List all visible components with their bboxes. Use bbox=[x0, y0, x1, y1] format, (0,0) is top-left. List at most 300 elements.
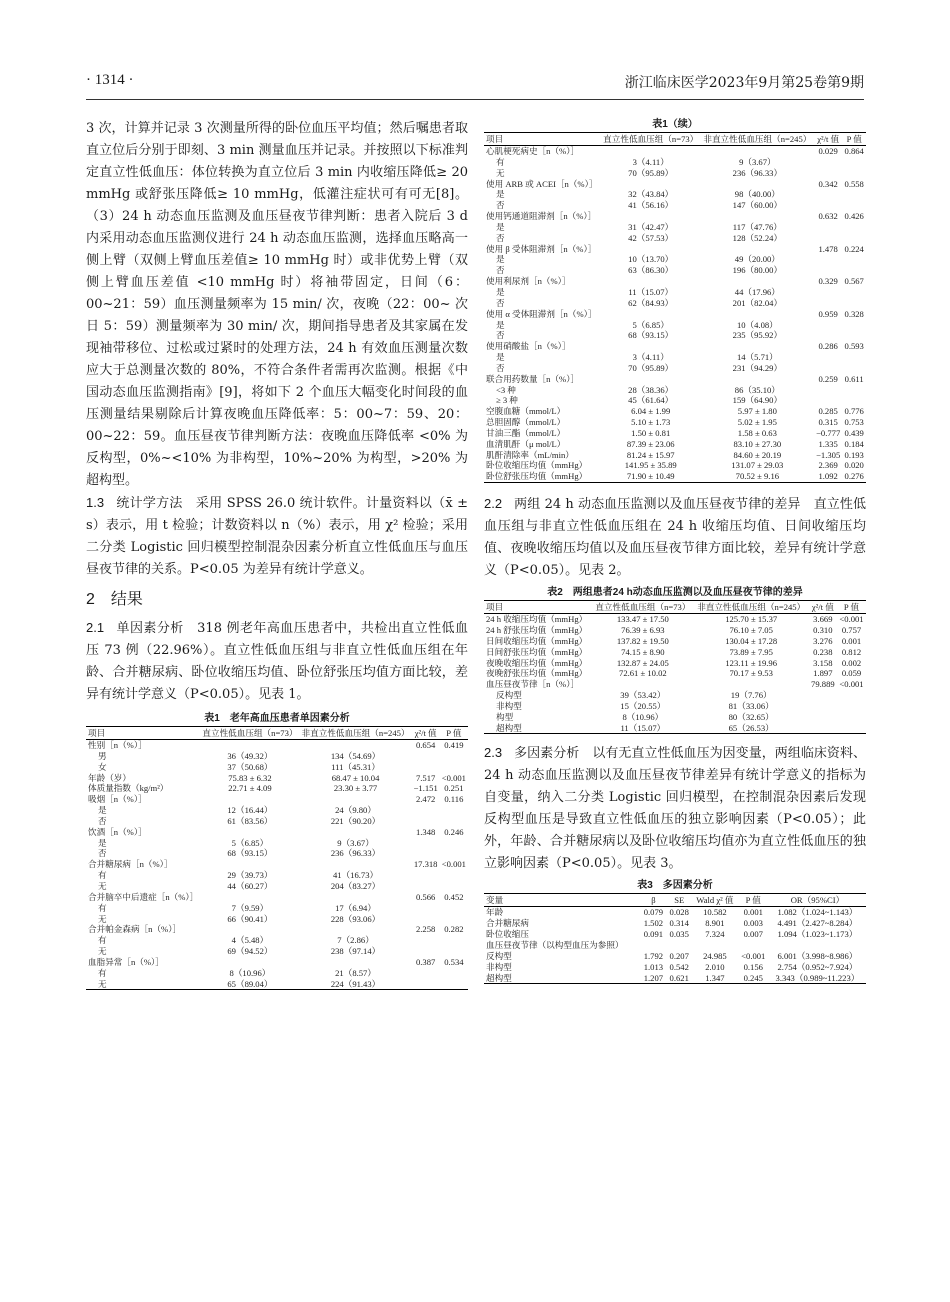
table-cell: 0.534 bbox=[444, 956, 464, 967]
table-cell: 79.889 bbox=[811, 679, 835, 690]
table-cell: 49（20.00） bbox=[734, 254, 780, 265]
table-cell: 0.452 bbox=[444, 891, 464, 902]
table-cell: 23.30 ± 3.77 bbox=[333, 783, 378, 794]
table-row bbox=[484, 157, 866, 168]
table-cell: 0.007 bbox=[743, 929, 763, 940]
header-rule bbox=[86, 99, 864, 100]
table-row bbox=[484, 385, 866, 396]
table-row bbox=[86, 968, 468, 979]
table-row bbox=[484, 330, 866, 341]
table-cell bbox=[440, 946, 468, 957]
table-cell: 0.035 bbox=[669, 929, 689, 940]
table-cell: 夜晚舒张压均值（mmHg） bbox=[486, 668, 588, 679]
table-cell: 0.310 bbox=[813, 625, 833, 635]
table-row bbox=[484, 352, 866, 363]
table-cell: 是 bbox=[496, 286, 505, 297]
table-cell: 0.245 bbox=[738, 973, 769, 984]
table-cell: 0.632 bbox=[818, 211, 838, 222]
table-cell bbox=[412, 881, 440, 892]
table-cell: 0.193 bbox=[844, 449, 864, 460]
table-cell bbox=[440, 816, 468, 827]
table-cell: 73.89 ± 7.95 bbox=[729, 646, 773, 657]
table-cell: 0.156 bbox=[743, 961, 763, 972]
table3-col-header: 变量 bbox=[484, 894, 641, 907]
table-cell: 有 bbox=[496, 156, 505, 167]
table-cell bbox=[412, 816, 440, 827]
table-cell: 0.757 bbox=[841, 625, 862, 635]
table-row bbox=[484, 189, 866, 200]
table-cell: <0.001 bbox=[741, 950, 766, 961]
table-cell: 87.39 ± 23.06 bbox=[626, 438, 675, 449]
table-cell: 3.343（0.989~11.223） bbox=[769, 973, 866, 984]
table-cell: 使用 β 受体阻滞剂［n（%）］ bbox=[486, 243, 597, 254]
table-cell: 使用利尿剂［n（%）］ bbox=[486, 276, 571, 287]
table-cell: 68（93.15） bbox=[227, 848, 273, 859]
table-cell: 性别［n（%）］ bbox=[88, 740, 147, 750]
table-cell: 224（91.43） bbox=[300, 979, 412, 990]
table-cell: 8（10.96） bbox=[622, 711, 664, 722]
section-text: 单因素分析 318 例老年高血压患者中，共检出直立性低血压 73 例（22.96%）。直立性低血压组与非直立性低血压组在年龄、合并糖尿病、卧位收缩压均值、卧位舒张压均值方面比较，差异有统计学意义（P<0.05）。见表 1。 bbox=[86, 621, 468, 702]
table-cell: 0.286 bbox=[818, 341, 838, 352]
table-cell: 72.61 ± 10.02 bbox=[619, 668, 667, 679]
table-cell bbox=[837, 701, 866, 712]
table-cell bbox=[842, 222, 866, 233]
table-cell: 117（47.76） bbox=[732, 221, 782, 232]
table-cell: 0.314 bbox=[669, 918, 689, 929]
table-cell bbox=[412, 946, 440, 957]
table3-block bbox=[484, 879, 866, 984]
table-cell: 6.001（3.998~8.986） bbox=[777, 950, 858, 961]
table-row bbox=[86, 903, 468, 914]
table-cell: ≥ 3 种 bbox=[496, 395, 518, 406]
table1-body bbox=[86, 740, 468, 990]
table-cell: 有 bbox=[98, 967, 107, 978]
table-row bbox=[86, 979, 468, 990]
section-number: 2.3 bbox=[484, 745, 503, 761]
table-cell: 0.059 bbox=[841, 668, 862, 679]
table-cell: 0.238 bbox=[813, 646, 833, 657]
table-cell: 68.47 ± 10.04 bbox=[331, 772, 380, 783]
table-cell bbox=[412, 935, 440, 946]
table-cell: 231（94.29） bbox=[732, 362, 783, 373]
table-cell: 0.251 bbox=[444, 783, 464, 794]
table-row bbox=[86, 783, 468, 794]
table-cell: 98（40.00） bbox=[734, 189, 780, 200]
table-cell: 0.426 bbox=[844, 211, 864, 222]
table-cell: 204（83.27） bbox=[330, 880, 381, 891]
table-cell bbox=[842, 363, 866, 374]
table-row bbox=[86, 827, 468, 838]
table-cell: 70（95.89） bbox=[628, 167, 674, 178]
table-cell: 0.002 bbox=[841, 657, 862, 668]
table-cell bbox=[200, 924, 299, 935]
table-cell: 否 bbox=[496, 297, 505, 308]
table-cell: 使用 ARB 或 ACEI［n（%）］ bbox=[486, 178, 598, 189]
table-cell: 137.82 ± 19.50 bbox=[616, 635, 669, 646]
table1c-col-header: 非直立性低血压组（n=245） bbox=[701, 133, 814, 146]
table2-body bbox=[484, 614, 866, 734]
table-cell: 年龄 bbox=[486, 907, 504, 918]
table-cell bbox=[200, 957, 299, 968]
table-cell: 3（4.11） bbox=[632, 352, 669, 363]
table-cell: 0.419 bbox=[444, 740, 464, 750]
table-cell bbox=[440, 805, 468, 816]
table-cell: 0.621 bbox=[666, 973, 692, 984]
table-cell: 5（6.85） bbox=[231, 837, 269, 848]
paragraph-24h bbox=[484, 493, 866, 582]
table-cell: 是 bbox=[98, 805, 107, 816]
table-cell: 236（96.33） bbox=[330, 848, 381, 859]
table3-col-header: Wald χ² 值 bbox=[692, 894, 738, 907]
table-cell: 0.776 bbox=[844, 406, 864, 417]
table-cell: 2.472 bbox=[415, 794, 436, 805]
table-cell bbox=[814, 385, 842, 396]
paragraph-multivariate bbox=[484, 742, 866, 875]
table-cell: 6.04 ± 1.99 bbox=[631, 406, 671, 417]
table-cell: 74.15 ± 8.90 bbox=[621, 646, 665, 657]
table-cell bbox=[814, 157, 842, 168]
table-row bbox=[86, 751, 468, 762]
table-row bbox=[86, 762, 468, 773]
table-cell bbox=[592, 679, 694, 690]
table-cell: 0.079 bbox=[643, 907, 664, 918]
table-cell bbox=[694, 679, 809, 690]
table-cell: 卧位舒张压均值（mmHg） bbox=[484, 471, 601, 482]
table-cell: 否 bbox=[98, 848, 107, 859]
table-row bbox=[86, 881, 468, 892]
table-cell: 0.387 bbox=[415, 956, 436, 967]
table-cell: 31（42.47） bbox=[628, 221, 674, 232]
table-cell: 14（5.71） bbox=[736, 352, 778, 363]
table-cell: 70.52 ± 9.16 bbox=[701, 471, 814, 482]
table-cell: 肌酐清除率（mL/min） bbox=[486, 449, 574, 460]
table-row bbox=[484, 907, 866, 918]
table-cell bbox=[440, 903, 468, 914]
table-row bbox=[484, 625, 866, 636]
table1c-col-header: 项目 bbox=[484, 133, 601, 146]
table-cell: 84.60 ± 20.19 bbox=[733, 449, 782, 460]
table-cell: 体质量指数（kg/m²） bbox=[88, 783, 169, 794]
table-cell bbox=[814, 200, 842, 211]
table1-col-header: 非直立性低血压组（n=245） bbox=[300, 727, 412, 740]
table-cell: 29（39.73） bbox=[227, 870, 273, 881]
table-cell: 是 bbox=[496, 319, 505, 330]
table-cell bbox=[701, 341, 814, 352]
section-number: 2.1 bbox=[86, 620, 105, 635]
table-cell: 41（56.16） bbox=[628, 200, 674, 211]
table-cell bbox=[412, 914, 440, 925]
table-cell bbox=[842, 189, 866, 200]
table-cell bbox=[842, 233, 866, 244]
table2-col-header: 非直立性低血压组（n=245） bbox=[694, 601, 809, 614]
table-cell: 使用 α 受体阻滞剂［n（%）］ bbox=[486, 308, 597, 319]
table-cell: 是 bbox=[496, 221, 505, 232]
table-cell bbox=[814, 222, 842, 233]
table-row bbox=[484, 363, 866, 374]
page-number: · 1314 · bbox=[86, 72, 134, 88]
table-cell bbox=[440, 870, 468, 881]
table-cell: 非构型 bbox=[486, 961, 512, 972]
table-cell bbox=[809, 701, 837, 712]
table-cell: 0.276 bbox=[842, 471, 866, 482]
left-column bbox=[86, 118, 468, 990]
table-cell: 1.348 bbox=[415, 826, 436, 837]
table-row bbox=[86, 924, 468, 935]
table-cell bbox=[412, 979, 440, 990]
table-cell bbox=[601, 244, 701, 255]
section-text: 统计学方法 采用 SPSS 26.0 统计软件。计量资料以（x̄ ± s）表示，用 t 检验；计数资料以 n（%）表示，用 χ² 检验；采用二分类 Logistic 回归模型控制混杂因素分析直立性低血压与血压昼夜节律的关系。P<0.05 为差异有统计学意义。 bbox=[86, 496, 468, 577]
table-cell: 1.897 bbox=[813, 668, 833, 679]
table-cell: 159（64.90） bbox=[732, 395, 783, 406]
table1-col-header: 项目 bbox=[86, 727, 200, 740]
table-cell: 7（2.86） bbox=[337, 935, 374, 946]
table-cell: 1.094（1.023~1.173） bbox=[777, 929, 858, 940]
table-cell: 有 bbox=[98, 902, 107, 913]
table-cell: 血压昼夜节律（以构型血压为参照） bbox=[486, 939, 624, 950]
table-cell: 15（20.55） bbox=[620, 700, 666, 711]
table-cell: 62（84.93） bbox=[628, 297, 674, 308]
table-cell bbox=[701, 211, 814, 222]
table-cell bbox=[701, 276, 814, 287]
table-cell: 1.092 bbox=[814, 471, 842, 482]
table-row bbox=[484, 636, 866, 647]
table2-col-header: 直立性低血压组（n=73） bbox=[592, 601, 694, 614]
table-cell: 0.001 bbox=[743, 907, 763, 918]
table-cell bbox=[440, 762, 468, 773]
table1c-body bbox=[484, 146, 866, 483]
table-cell: 22.71 ± 4.09 bbox=[228, 783, 272, 794]
table-row bbox=[484, 723, 866, 734]
table-cell: 超构型 bbox=[484, 973, 641, 984]
table-row bbox=[484, 406, 866, 417]
table-cell: 0.439 bbox=[844, 427, 864, 438]
table-row bbox=[484, 973, 866, 984]
right-column bbox=[484, 118, 866, 984]
table-cell bbox=[666, 940, 692, 951]
table-cell bbox=[814, 189, 842, 200]
table-cell: 合并帕金森病［n（%）］ bbox=[88, 924, 182, 935]
table1-col-header: χ²/t 值 bbox=[412, 727, 440, 740]
table-row bbox=[86, 935, 468, 946]
table-row bbox=[86, 848, 468, 859]
table1c-block bbox=[484, 118, 866, 483]
table-cell: 超构型 bbox=[484, 723, 592, 734]
table-row bbox=[86, 816, 468, 827]
table-cell: 132.87 ± 24.05 bbox=[616, 657, 669, 668]
table-cell: 133.47 ± 17.50 bbox=[616, 614, 669, 625]
table2-block bbox=[484, 586, 866, 734]
table-cell: 使用硝酸盐［n（%）］ bbox=[486, 341, 571, 352]
table-cell: 0.342 bbox=[818, 178, 838, 189]
table-cell: 0.282 bbox=[444, 924, 464, 935]
table-cell: 17.318 bbox=[413, 859, 438, 870]
table-cell: 饮酒［n（%）］ bbox=[88, 826, 147, 837]
table-row bbox=[484, 647, 866, 658]
table-row bbox=[484, 309, 866, 320]
table-cell bbox=[692, 940, 738, 951]
table-cell: 111（45.31） bbox=[331, 761, 380, 772]
table-cell bbox=[842, 352, 866, 363]
table-cell: 无 bbox=[86, 979, 200, 990]
table-row bbox=[86, 794, 468, 805]
table-cell: 卧位收缩压 bbox=[486, 929, 529, 940]
table-cell bbox=[412, 751, 440, 762]
table-cell: 69（94.52） bbox=[227, 946, 273, 957]
table1-block bbox=[86, 712, 468, 990]
table-cell: 0.207 bbox=[669, 950, 689, 961]
table-cell bbox=[200, 827, 299, 838]
table-cell: 血清肌酐（μ mol/L） bbox=[486, 438, 566, 449]
table-cell bbox=[701, 244, 814, 255]
table-cell: 0.028 bbox=[669, 907, 689, 918]
table-cell: 28（38.36） bbox=[628, 384, 674, 395]
table-cell: 1.013 bbox=[643, 961, 664, 972]
table-cell bbox=[200, 892, 299, 903]
table-cell: 125.70 ± 15.37 bbox=[725, 614, 778, 625]
table-row bbox=[484, 320, 866, 331]
table-row bbox=[86, 946, 468, 957]
table-cell: 130.04 ± 17.28 bbox=[725, 635, 778, 646]
table-cell bbox=[440, 838, 468, 849]
table-row bbox=[484, 712, 866, 723]
table-cell bbox=[412, 968, 440, 979]
table-row bbox=[86, 859, 468, 870]
table-cell bbox=[769, 940, 866, 951]
table-row bbox=[484, 341, 866, 352]
table-cell: 0.593 bbox=[844, 341, 864, 352]
table-cell: 1.335 bbox=[818, 438, 838, 449]
table-cell: 7.517 bbox=[415, 772, 436, 783]
table-cell: −1.305 bbox=[816, 449, 841, 460]
table1-header bbox=[86, 727, 468, 740]
table-cell: 血脂异常［n（%）］ bbox=[88, 956, 164, 967]
table-cell: 5（6.85） bbox=[632, 319, 669, 330]
table-cell: 女 bbox=[98, 761, 107, 772]
table-cell bbox=[200, 794, 299, 805]
table-row bbox=[484, 929, 866, 940]
table-cell: −1.151 bbox=[413, 783, 438, 794]
table-cell bbox=[842, 254, 866, 265]
table-cell: 19（7.76） bbox=[730, 690, 772, 701]
table-cell: 45（61.64） bbox=[628, 395, 674, 406]
table-row bbox=[484, 265, 866, 276]
table-cell: 0.224 bbox=[844, 243, 864, 254]
table3-col-header: β bbox=[641, 894, 667, 907]
table-row bbox=[484, 701, 866, 712]
table-row bbox=[484, 233, 866, 244]
table-cell: 75.83 ± 6.32 bbox=[228, 772, 272, 783]
table-cell: 9（3.67） bbox=[739, 156, 776, 167]
section-number: 1.3 bbox=[86, 495, 105, 510]
table-cell: 无 bbox=[496, 167, 505, 178]
table-row bbox=[484, 168, 866, 179]
table-cell: 11（15.07） bbox=[628, 286, 674, 297]
table-cell bbox=[814, 298, 842, 309]
table-cell: 2.258 bbox=[415, 924, 436, 935]
table1c bbox=[484, 132, 866, 483]
table-cell: 21（8.57） bbox=[335, 967, 376, 978]
table-cell: 0.020 bbox=[844, 460, 864, 471]
table-row bbox=[484, 222, 866, 233]
table-cell: 66（90.41） bbox=[227, 913, 273, 924]
table-row bbox=[484, 614, 866, 625]
section-number: 2.2 bbox=[484, 496, 503, 512]
table-cell: 0.029 bbox=[818, 146, 838, 156]
table-cell: 4.491（2.427~8.284） bbox=[777, 918, 858, 929]
table-row bbox=[484, 200, 866, 211]
table-cell: 76.10 ± 7.05 bbox=[729, 625, 773, 635]
table-cell: 否 bbox=[98, 815, 107, 826]
table-cell: 24.985 bbox=[703, 950, 727, 961]
table-cell: 是 bbox=[98, 837, 107, 848]
table-cell: 71.90 ± 10.49 bbox=[601, 471, 701, 482]
table-cell bbox=[601, 146, 701, 157]
table-row bbox=[86, 805, 468, 816]
table-cell: 86（35.10） bbox=[734, 384, 780, 395]
table3 bbox=[484, 893, 866, 984]
table-cell: 总胆固醇（mmol/L） bbox=[486, 417, 566, 428]
table-cell: 否 bbox=[496, 330, 505, 341]
table-cell bbox=[814, 352, 842, 363]
table-cell: 0.864 bbox=[844, 146, 864, 156]
table-cell: 0.091 bbox=[643, 929, 664, 940]
table-cell: 卧位收缩压均值（mmHg） bbox=[486, 460, 588, 471]
table2 bbox=[484, 600, 866, 734]
table-row bbox=[484, 146, 866, 157]
table-cell: 是 bbox=[496, 254, 505, 265]
table-cell bbox=[842, 298, 866, 309]
table-cell: 7.324 bbox=[705, 929, 725, 940]
table-cell bbox=[842, 320, 866, 331]
table-cell: 42（57.53） bbox=[628, 232, 674, 243]
table-cell: <3 种 bbox=[496, 384, 516, 395]
table-cell: 76.39 ± 6.93 bbox=[621, 625, 665, 635]
table1c-col-header: χ²/t 值 bbox=[814, 133, 842, 146]
table-cell bbox=[440, 848, 468, 859]
table-cell bbox=[809, 712, 837, 723]
table-cell: 否 bbox=[496, 200, 505, 211]
table-cell: 空腹血糖（mmol/L） bbox=[486, 406, 566, 417]
table-cell bbox=[701, 179, 814, 190]
table-cell: 228（93.06） bbox=[330, 913, 381, 924]
table-cell bbox=[412, 838, 440, 849]
table-cell bbox=[814, 320, 842, 331]
table-cell: 11（15.07） bbox=[592, 723, 694, 734]
paragraph-methods: 3 次，计算并记录 3 次测量所得的卧位血压平均值；然后嘱患者取直立位后分别于即刻、3 min 测量血压并记录。并按照以下标准判定直立性低血压：体位转换为直立位后 3 min 内收缩压降低≥ 20 mmHg 或舒张压降低≥ 10 mmHg，低灌注症状可有可无[8]。（3）24 h 动态血压监测及血压昼夜节律判断：患者入院后 3 d 内采用动态血压监测仪进行 24 h 动态血压监测，选择血压略高一侧上臂（双侧上臂血压差值≥ 10 mmHg 时）或非优势上臂（双侧上臂血压差值 <10 mmHg 时）将袖带固定，日间（6：00~21：59）血压测量频率为 15 min/ 次，夜晚（22：00~ 次日 5：59）测量频率为 30 min/ 次，期间指导患者及其家属在发现袖带移位、过松或过紧时的处理方法，24 h 有效血压测量次数应大于总测量次数的 80%，不符合条件者需再次监测。根据《中国动态血压监测指南》[9]，将如下 2 个血压大幅变化时间段的血压测量结果剔除后计算夜晚血压降低率：5：00~7：59、20：00~22：59。血压昼夜节律判断方法：夜晚血压降低率 <0% 为反构型，0%~<10% 为非构型，10%~20% 为构型，>20% 为超构型。 bbox=[86, 121, 468, 488]
table-cell: 39（53.42） bbox=[620, 690, 666, 701]
table-cell: 17（6.94） bbox=[335, 902, 376, 913]
table-row bbox=[484, 439, 866, 450]
table-cell bbox=[440, 881, 468, 892]
table-row bbox=[86, 892, 468, 903]
table1 bbox=[86, 726, 468, 990]
table-cell: 5.10 ± 1.73 bbox=[631, 417, 671, 428]
table-cell bbox=[837, 690, 866, 701]
table-row bbox=[484, 471, 866, 482]
table-cell: 235（95.92） bbox=[732, 330, 783, 341]
table-cell bbox=[814, 265, 842, 276]
table-cell bbox=[601, 276, 701, 287]
table-row bbox=[484, 460, 866, 471]
table-cell: 2.369 bbox=[818, 460, 838, 471]
table-row bbox=[86, 914, 468, 925]
table-cell: 5.02 ± 1.95 bbox=[737, 417, 777, 428]
table-cell: 44（17.96） bbox=[734, 286, 780, 297]
table-row bbox=[484, 951, 866, 962]
table-cell: <0.001 bbox=[441, 859, 466, 870]
table-cell bbox=[412, 848, 440, 859]
table-cell: 3.276 bbox=[813, 635, 833, 646]
